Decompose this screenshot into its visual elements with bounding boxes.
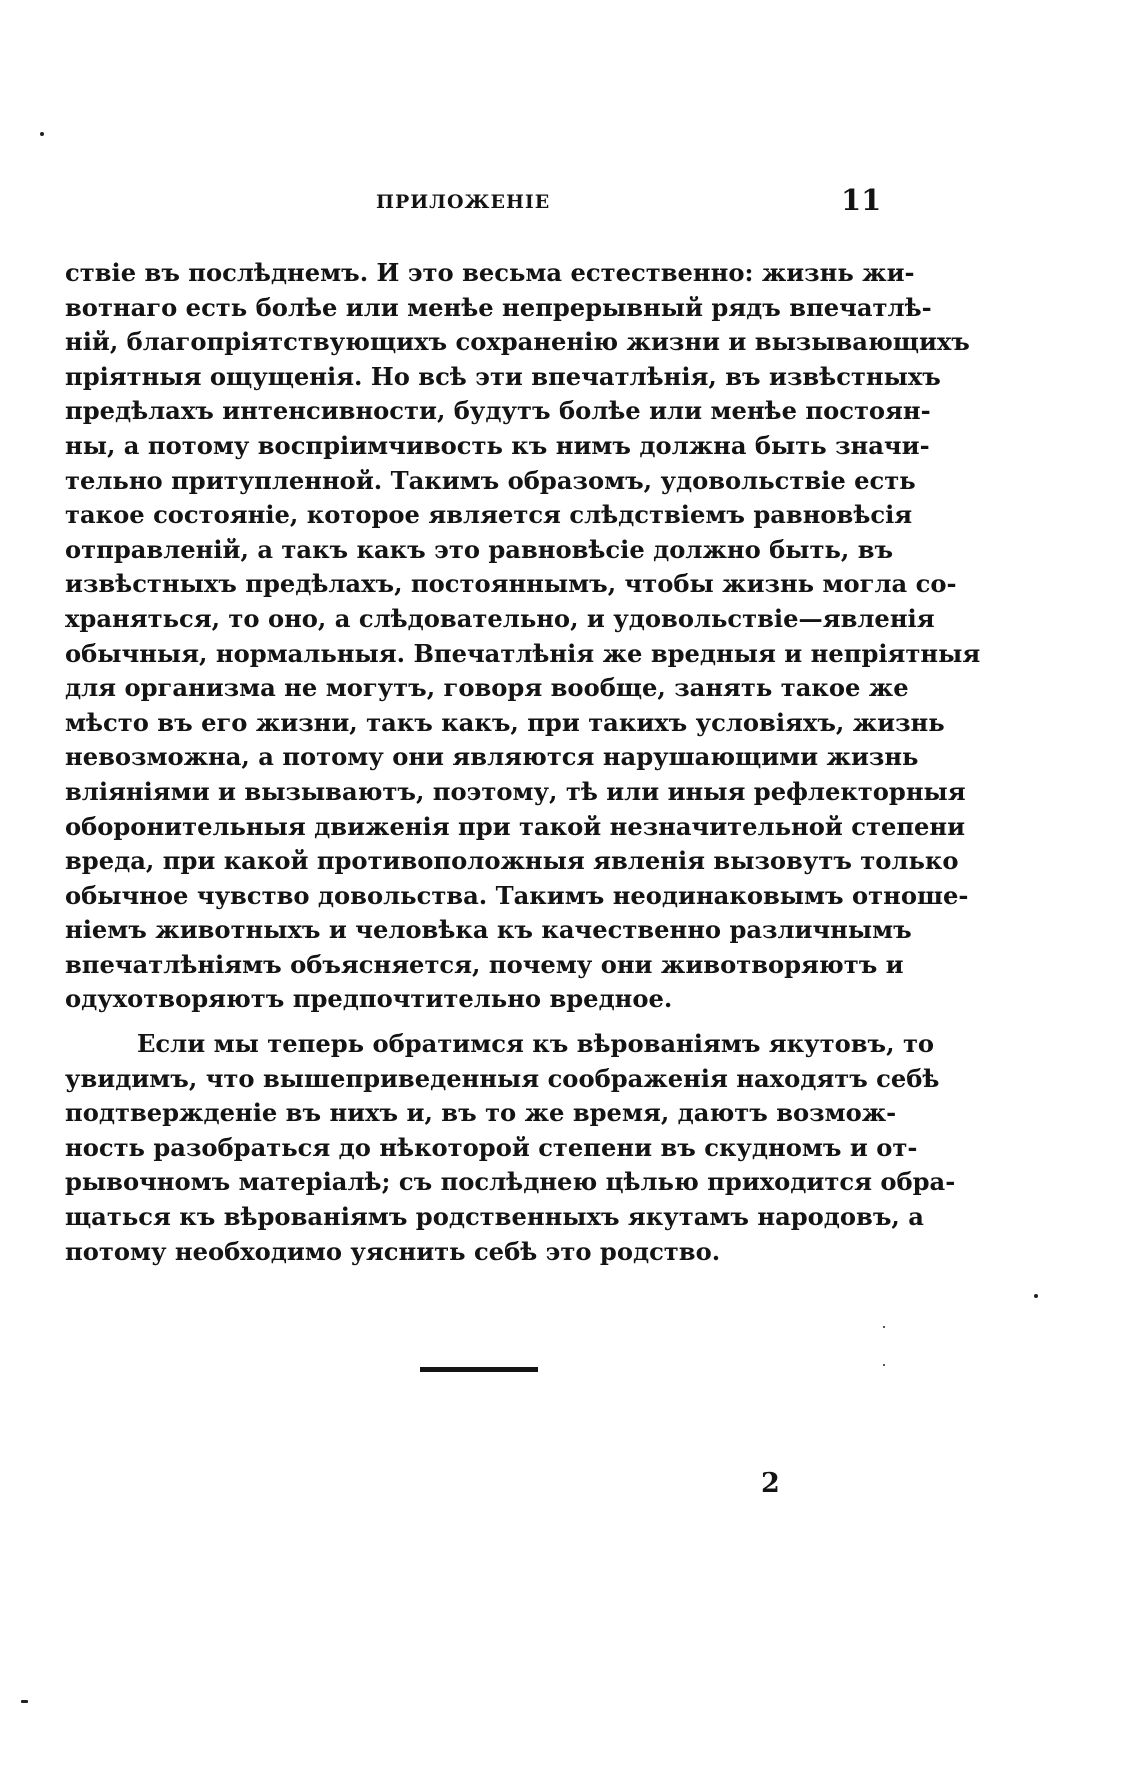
scan-speck (883, 1364, 885, 1366)
scan-speck (40, 132, 44, 136)
text-line: вліяніями и вызываютъ, поэтому, тѣ или иныя рефлекторныя (65, 776, 966, 806)
scan-speck (21, 1700, 28, 1703)
text-line: увидимъ, что вышеприведенныя соображенія находятъ себѣ (65, 1063, 940, 1093)
text-line: мѣсто въ его жизни, такъ какъ, при такихъ условіяхъ, жизнь (65, 707, 945, 737)
text-line: Если мы теперь обратимся къ вѣрованіямъ якутовъ, то (137, 1029, 935, 1059)
text-line: обычное чувство довольства. Такимъ неодинаковымъ отноше- (65, 880, 969, 910)
scan-speck (883, 1326, 885, 1328)
text-line: подтвержденіе въ нихъ и, въ то же время, даютъ возмож- (65, 1098, 897, 1128)
text-line: храняться, то оно, а слѣдовательно, и удовольствіе—явленія (65, 603, 935, 633)
paragraph-1 (65, 256, 981, 1017)
page-number: 11 (841, 183, 882, 217)
text-line: ніемъ животныхъ и человѣка къ качественно различнымъ (65, 915, 912, 945)
scan-speck (1034, 1294, 1038, 1298)
text-line: тельно притупленной. Такимъ образомъ, удовольствіе есть (65, 465, 916, 495)
text-line: извѣстныхъ предѣлахъ, постояннымъ, чтобы жизнь могла со- (65, 569, 957, 599)
text-line: щаться къ вѣрованіямъ родственныхъ якутамъ народовъ, а (65, 1202, 924, 1232)
paragraph-2 (65, 1027, 956, 1269)
text-line: одухотворяютъ предпочтительно вредное. (65, 984, 673, 1014)
text-line: для организма не могутъ, говоря вообще, занять такое же (65, 673, 909, 703)
text-line: ны, а потому воспріимчивость къ нимъ должна быть значи- (65, 430, 930, 460)
text-line: ствіе въ послѣднемъ. И это весьма естественно: жизнь жи- (65, 258, 915, 287)
text-line: вотнаго есть болѣе или менѣе непрерывный рядъ впечатлѣ- (65, 292, 932, 322)
text-line: рывочномъ матеріалѣ; съ послѣднею цѣлью приходится обра- (65, 1167, 956, 1197)
running-title: ПРИЛОЖЕНІЕ (376, 191, 551, 213)
text-line: ность разобраться до нѣкоторой степени въ скудномъ и от- (65, 1132, 918, 1162)
text-line: вреда, при какой противоположныя явленія вызовутъ только (65, 846, 959, 876)
text-line: такое состояніе, которое является слѣдствіемъ равновѣсія (65, 500, 913, 530)
text-line: обычныя, нормальныя. Впечатлѣнія же вредныя и непріятныя (65, 638, 981, 668)
text-line: потому необходимо уяснить себѣ это родство. (65, 1236, 721, 1266)
body-text (65, 256, 981, 1269)
text-line: предѣлахъ интенсивности, будутъ болѣе или менѣе постоян- (65, 396, 931, 426)
text-line: невозможна, а потому они являются нарушающими жизнь (65, 742, 919, 772)
text-line: пріятныя ощущенія. Но всѣ эти впечатлѣнія, въ извѣстныхъ (65, 361, 941, 391)
section-end-rule (420, 1367, 538, 1372)
text-line: оборонительныя движенія при такой незначительной степени (65, 811, 966, 841)
text-line: впечатлѣніямъ объясняется, почему они животворяютъ и (65, 949, 904, 979)
text-line: отправленій, а такъ какъ это равновѣсіе должно быть, въ (65, 534, 894, 564)
signature-mark: 2 (761, 1468, 780, 1499)
text-line: ній, благопріятствующихъ сохраненію жизни и вызывающихъ (65, 327, 970, 357)
